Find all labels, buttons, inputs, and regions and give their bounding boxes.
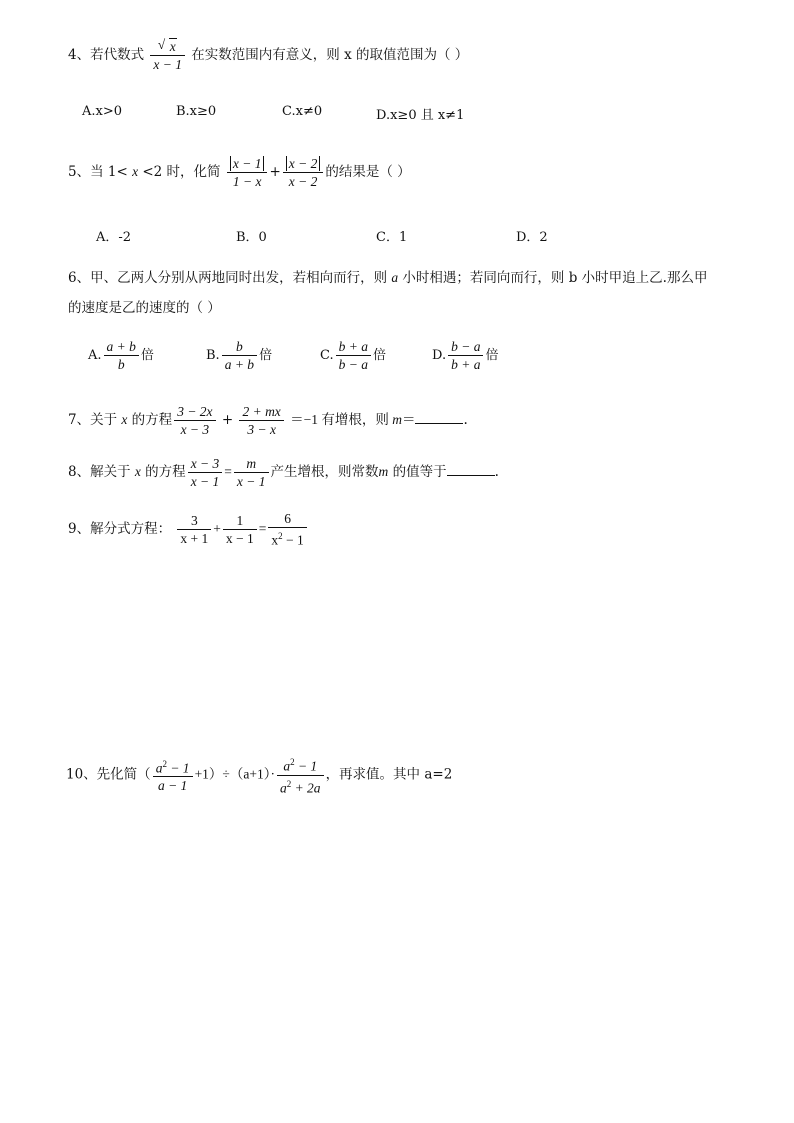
question-10-fraction-2: $\frac{a^2 - 1}{a^2 + 2a}$ (277, 754, 324, 796)
equals-sign: = (258, 520, 267, 536)
q4-option-a[interactable]: A.x>0 (82, 104, 123, 119)
question-6-text-a: 、甲、乙两人分别从两地同时出发，若相向而行，则 (76, 270, 392, 286)
option-suffix: 倍 (373, 348, 387, 363)
question-8-number: 8 (68, 464, 77, 480)
question-4-tail-text: 在实数范围内有意义，则 x 的取值范围为（ ） (191, 47, 469, 63)
q6-option-d[interactable] (432, 338, 498, 373)
question-4 (68, 38, 468, 73)
question-8-fraction-2: $\frac{m}{x - 1}$ (234, 455, 269, 490)
question-9-fraction-3: $\frac{6}{x^2 - 1}$ (268, 510, 306, 549)
fraction-denominator: x − 1 (153, 57, 182, 72)
option-label: D. (432, 348, 447, 363)
question-4-lead-text: 、若代数式 (76, 47, 145, 63)
question-10-fraction-1: $\frac{a^2 - 1}{a - 1}$ (153, 756, 193, 795)
option-label: A. (88, 348, 102, 363)
option-suffix: 倍 (259, 348, 273, 363)
period: . (463, 412, 468, 428)
q5-option-a[interactable]: A．-2 (96, 230, 132, 245)
variable-a: a (391, 270, 399, 285)
variable-m: m (378, 464, 389, 479)
option-suffix: 倍 (140, 348, 154, 363)
option-suffix: 倍 (485, 348, 499, 363)
q4-option-b[interactable]: B.x≥0 (176, 104, 217, 119)
q6-option-c[interactable] (320, 338, 386, 373)
question-8-lead-text: 、解关于 (76, 464, 135, 480)
option-fraction: $\frac{a + b}{b}$ (104, 338, 139, 373)
question-6-line-2: 的速度是乙的速度的（ ） (68, 300, 221, 316)
answer-blank[interactable] (415, 409, 463, 424)
plus-sign: + (213, 520, 221, 536)
question-7 (68, 403, 468, 438)
question-10-lead-text: 、先化简（ (83, 766, 151, 783)
question-7-number: 7 (68, 412, 77, 428)
question-9-lead-text: 、解分式方程： (76, 520, 172, 537)
option-fraction: $\frac{b - a}{b + a}$ (448, 338, 483, 373)
variable-x: x (121, 412, 128, 427)
variable-m: m (392, 412, 402, 427)
variable-x: x (134, 464, 141, 479)
equals-sign: = (224, 464, 232, 479)
option-label: B. (206, 348, 220, 363)
question-10 (66, 754, 452, 796)
question-6-number: 6 (68, 270, 77, 286)
question-9-number: 9 (68, 520, 77, 537)
question-7-mid-text: 的方程 (127, 412, 173, 428)
question-5-number: 5 (68, 164, 77, 180)
question-10-number: 10 (66, 766, 84, 783)
question-7-fraction-2: $\frac{2 + mx}{3 - x}$ (239, 403, 283, 438)
question-9-fraction-1: $\frac{3}{x + 1}$ (177, 512, 211, 547)
question-7-lead-text: 、关于 (76, 412, 122, 428)
q5-option-c[interactable]: C．1 (376, 230, 408, 245)
question-5-fraction-1 (227, 155, 268, 190)
question-4-fraction (150, 38, 185, 73)
option-label: C. (320, 348, 334, 363)
q6-option-a[interactable] (88, 338, 154, 373)
fraction-numerator: √ x (150, 38, 185, 56)
variable-x: x (132, 164, 139, 179)
fraction-numerator: x − 1 (230, 156, 265, 171)
fraction-numerator: x − 2 (286, 156, 321, 171)
question-8-mid-text: 的方程 (140, 464, 186, 480)
question-10-mid-text: +1）÷（a+1）· (194, 766, 275, 782)
plus-sign: + (269, 164, 281, 180)
question-10-tail-text: ，再求值。其中 a=2 (325, 766, 453, 783)
question-7-equals: ＝ (401, 412, 416, 428)
question-5-lead-text: 、当 1< (76, 164, 133, 180)
option-fraction: $\frac{b}{a + b}$ (222, 338, 257, 373)
plus-sign: + (221, 412, 234, 428)
question-8-fraction-1: $\frac{x - 3}{x - 1}$ (188, 455, 223, 490)
question-5-fraction-2 (283, 155, 324, 190)
q4-option-c[interactable]: C.x≠0 (282, 104, 323, 119)
question-8-tail-text-2: 的值等于 (388, 464, 447, 480)
fraction-denominator: 1 − x (232, 174, 262, 189)
question-9-fraction-2: $\frac{1}{x - 1}$ (223, 512, 257, 547)
q4-option-d[interactable]: D.x≥0 且 x≠1 (376, 108, 465, 123)
fraction-denominator: x − 2 (288, 174, 318, 189)
question-8 (68, 455, 499, 490)
q5-option-b[interactable]: B．0 (236, 230, 267, 245)
question-9 (68, 510, 309, 549)
question-5-mid-text: <2 时，化简 (138, 164, 221, 180)
question-5-tail-text: 的结果是（ ） (325, 164, 411, 180)
period: . (494, 464, 499, 480)
question-7-fraction-1: $\frac{3 - 2x}{x - 3}$ (174, 403, 215, 438)
answer-blank[interactable] (447, 461, 495, 476)
question-5 (68, 155, 411, 190)
q5-option-d[interactable]: D．2 (516, 230, 548, 245)
question-8-tail-text: 产生增根，则常数 (270, 464, 379, 480)
question-6-text-b: 小时相遇；若同向而行，则 b 小时甲追上乙.那么甲 (398, 270, 708, 286)
question-6-line-1 (68, 268, 707, 288)
question-4-number: 4 (68, 47, 77, 63)
option-fraction: $\frac{b + a}{b - a}$ (336, 338, 371, 373)
q6-option-b[interactable] (206, 338, 272, 373)
question-7-equals-text: ＝−1 有增根，则 (290, 412, 393, 427)
